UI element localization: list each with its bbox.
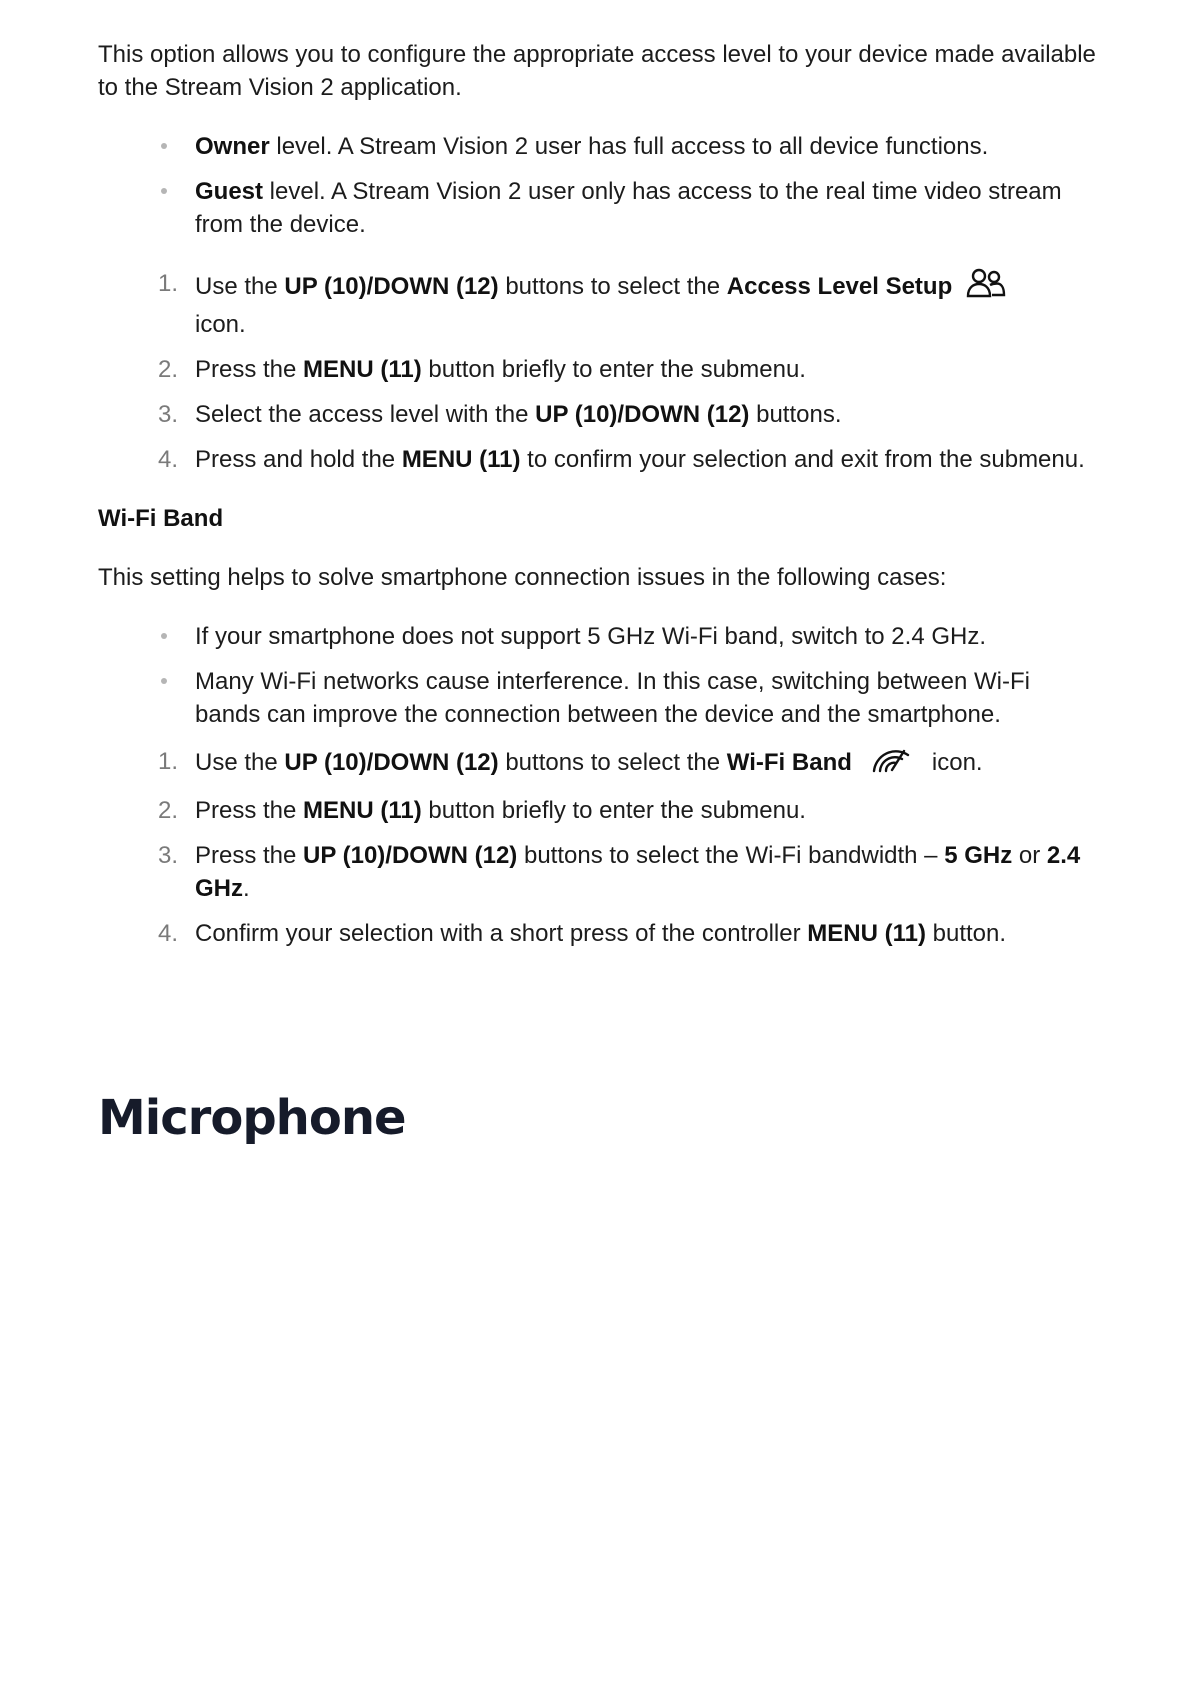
- step-item: 2. Press the MENU (11) button briefly to enter the submenu.: [158, 356, 806, 383]
- step-item: 1. Use the UP (10)/DOWN (12) buttons to select the Access Level Setup icon.: [98, 267, 1098, 341]
- document-page: [98, 38, 1098, 1146]
- step-item: 4. Press and hold the MENU (11) to confirm your selection and exit from the submenu.: [158, 446, 1085, 473]
- step-item: 3. Select the access level with the UP (10)/DOWN (12) buttons.: [158, 401, 842, 428]
- access-level-icon: [966, 267, 1006, 308]
- list-item: Guest level. A Stream Vision 2 user only has access to the real time video stream from the device.: [98, 175, 1098, 241]
- section-title: Microphone: [98, 1090, 406, 1146]
- access-level-list: [98, 130, 1098, 241]
- wifi-case-list: [98, 620, 1098, 731]
- step-item: 2. Press the MENU (11) button briefly to enter the submenu.: [158, 797, 806, 824]
- step-item: 1. Use the UP (10)/DOWN (12) buttons to select the Wi-Fi Band icon.: [98, 745, 1098, 782]
- access-intro: This option allows you to configure the appropriate access level to your device made available to the Stream Vision 2 application.: [98, 41, 1096, 101]
- wifi-band-heading: Wi-Fi Band: [98, 505, 224, 532]
- list-item: Owner level. A Stream Vision 2 user has full access to all device functions.: [98, 130, 1098, 163]
- wifi-steps: [98, 745, 1098, 950]
- wifi-band-icon: [870, 745, 912, 782]
- list-item: If your smartphone does not support 5 GHz Wi-Fi band, switch to 2.4 GHz.: [98, 620, 1098, 653]
- step-item: 3. Press the UP (10)/DOWN (12) buttons to select the Wi-Fi bandwidth – 5 GHz or 2.4 GHz.: [158, 842, 1081, 902]
- step-item: 4. Confirm your selection with a short press of the controller MENU (11) button.: [158, 920, 1007, 947]
- list-item: Many Wi-Fi networks cause interference. In this case, switching between Wi-Fi bands can improve the connection between the device and the smartphone.: [98, 665, 1098, 731]
- wifi-intro: This setting helps to solve smartphone connection issues in the following cases:: [98, 564, 947, 591]
- access-steps: [98, 267, 1098, 476]
